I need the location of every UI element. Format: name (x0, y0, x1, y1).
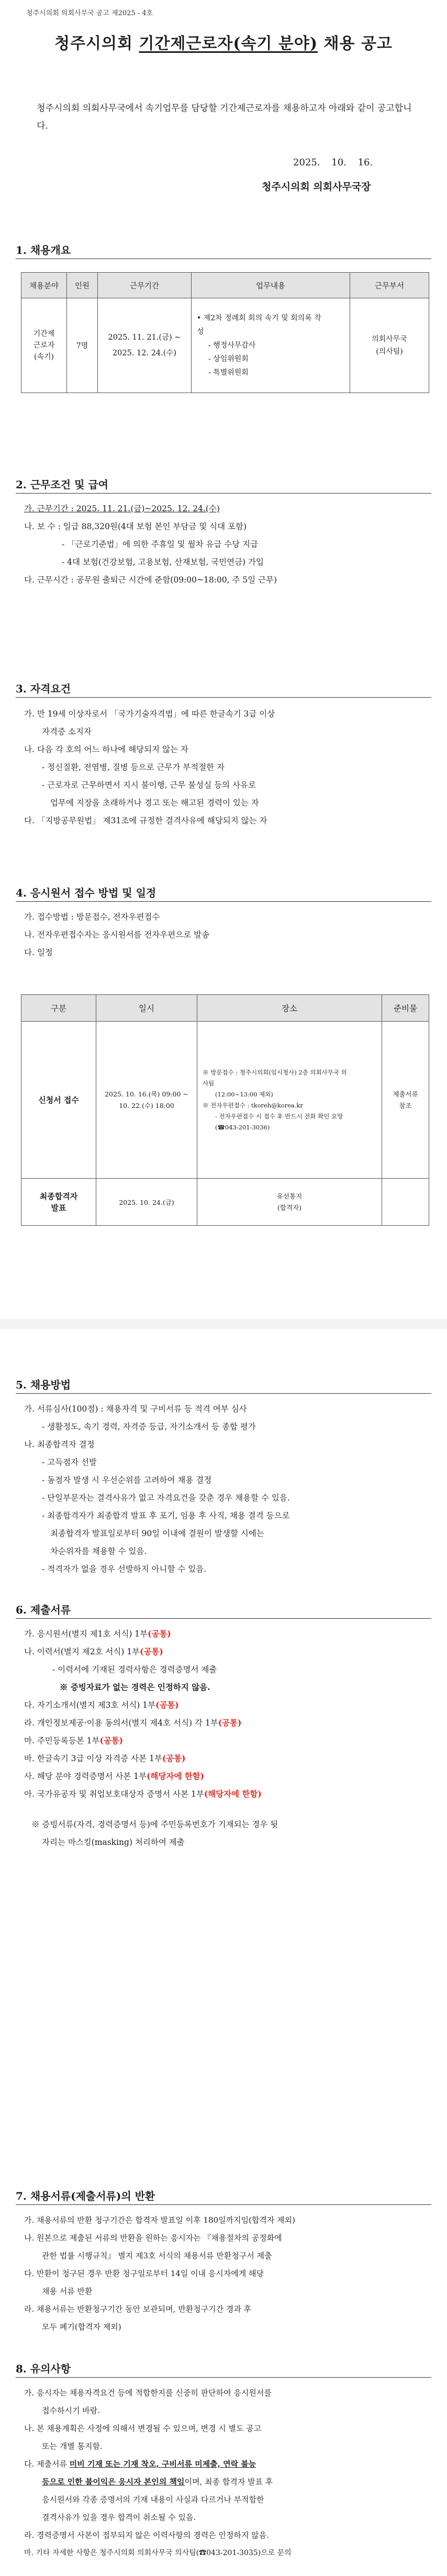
duty-item: - 행정사무감사 (208, 341, 256, 350)
section-2-line: 나. 보 수 : 일급 88,320원(4대 보험 본인 부담금 및 식대 포함) (24, 522, 247, 531)
work-period-line: 가. 근무기간 : 2025. 11. 21.(금)~2025. 12. 24.(수) (24, 504, 220, 513)
page-2 (0, 1329, 447, 2576)
table-header-cell: 채용분야 (21, 273, 67, 298)
table-row (21, 1179, 429, 1226)
document-name: 라. 개인정보제공·이용 동의서(별지 제4호 서식) 각 1부 (24, 1718, 218, 1728)
document-scope: (공통) (148, 1629, 171, 1639)
section-2-heading: 2. 근무조건 및 급여 (16, 478, 109, 491)
email-info: ※ 전자우편접수 : tkoreh@korea.kr (203, 1101, 303, 1109)
masking-note: 자리는 마스킹(masking) 처리하여 제출 (42, 1838, 185, 1847)
section-4-line: 가. 접수방법 : 방문접수, 전자우편접수 (24, 912, 160, 922)
document-note: - 이력서에 기재된 경력사항은 경력증명서 제출 (52, 1665, 217, 1674)
section-7-line: 가. 채용서류의 반환 청구기간은 합격자 발표일 이후 180일까지임(합격자 제외) (24, 2215, 295, 2225)
section-3-line: 가. 만 19세 이상자로서 「국가기술자격법」에 따른 한글속기 3급 이상 (24, 709, 275, 719)
prep-materials: 제출서류 참조 (382, 1022, 429, 1179)
duty-item: • 제2차 정례회 회의 속기 및 회의록 작성 (197, 314, 321, 336)
empty-cell (382, 1179, 429, 1226)
section-8-line (42, 2473, 273, 2490)
section-5-line: 차순위자를 채용할 수 있음. (50, 1547, 147, 1556)
announcement-method: 유선통지 (합격자) (197, 1179, 382, 1226)
document-item (24, 1643, 163, 1660)
section-2-line (24, 500, 220, 517)
application-period: 2025. 10. 16.(목) 09:00 ~ 10. 22.(수) 18:00 (96, 1022, 197, 1179)
section-8-line: 마. 기타 자세한 사항은 청주시의회 의회사무국 의사팀(☎043-201-3035)으로 문의 (24, 2549, 292, 2557)
section-4-heading: 4. 응시원서 접수 방법 및 일정 (16, 887, 157, 899)
duty-item: - 상임위원회 (208, 355, 249, 363)
section-divider (16, 493, 431, 494)
section-7-line: 관한 법률 시행규칙』 별지 제3호 서식의 채용서류 반환청구서 제출 (42, 2251, 272, 2260)
recruitment-overview-table (21, 272, 429, 393)
schedule-table (21, 994, 429, 1226)
document-item (24, 1786, 262, 1802)
table-row (21, 1022, 429, 1179)
document-name: 마. 주민등록등본 1부 (24, 1736, 100, 1745)
announcement-number: 청주시의회 의회사무국 공고 제2025 - 4호 (26, 9, 153, 17)
document-item (24, 1750, 185, 1767)
section-divider (16, 697, 431, 698)
issuing-organization: 청주시의회 의회사무국장 (262, 181, 371, 193)
row-label: 신청서 접수 (21, 1022, 96, 1179)
application-place (197, 1022, 382, 1179)
section-7-line: 라. 채용서류는 반환청구기간 동안 보관되며, 반환청구기간 경과 후 (24, 2304, 252, 2314)
document-scope: (공통) (218, 1718, 242, 1728)
section-3-line: 나. 다음 각 호의 어느 하나에 해당되지 않는 자 (24, 745, 188, 754)
document-item (24, 1768, 204, 1785)
section-8-line: 또는 개별 통지함. (42, 2441, 103, 2451)
document-scope: (공통) (99, 1735, 124, 1745)
document-name: 사. 해당 분야 경력증명서 사본 1부 (24, 1772, 147, 1781)
section-2-line: - 「근로기준법」에 의한 주휴일 및 월차 유급 수당 지급 (62, 540, 259, 549)
notice-emphasis: 등으로 인한 불이익은 응시자 본인의 책임 (42, 2477, 185, 2487)
section-8-line: 라. 경력증명서 사본이 접부되지 않은 이력사항의 경력은 인정하지 않음. (24, 2530, 269, 2540)
document-scope: (공통) (140, 1647, 163, 1656)
intro-paragraph: 청주시의회 의회사무국에서 속기업무를 담당할 기간제근로자를 채용하고자 아래와 같이 공고합니다. (37, 103, 412, 131)
table-header-cell: 근무부서 (350, 273, 429, 298)
section-4-line: 다. 일정 (24, 948, 53, 957)
document-scope: (공통) (162, 1753, 186, 1763)
table-header-cell: 업무내용 (192, 273, 350, 298)
section-5-line: - 적격자가 없을 경우 선발하지 아니할 수 있음. (42, 1564, 207, 1574)
section-7-line: 다. 반환이 청구된 경우 반환 청구일로부터 14일 이내 응시자에게 해당 (24, 2269, 264, 2278)
section-2-line: - 4대 보험(건강보험, 고용보험, 산재보험, 국민연금) 가입 (62, 557, 264, 567)
title-part-1: 청주시의회 (54, 35, 139, 53)
job-duties (192, 298, 350, 393)
section-5-heading: 5. 채용방법 (16, 1379, 71, 1391)
title-part-2: 채용 공고 (318, 35, 393, 53)
section-3-line: 업무에 지장을 초래하거나 경고 또는 해고된 경력이 있는 자 (50, 798, 259, 808)
masking-note: ※ 증빙서류(자격, 경력증명서 등)에 주민등록번호가 기재되는 경우 뒷 (31, 1820, 278, 1829)
duty-item: - 특별위원회 (208, 368, 249, 377)
document-name: 아. 국가유공자 및 취업보호대상자 증명서 사본 1부 (24, 1789, 204, 1799)
section-5-line: 나. 최종합격자 결정 (24, 1440, 95, 1449)
section-8-line: 응시원서와 각종 증명서의 기재 내용이 사실과 다르거나 부적합한 (42, 2495, 264, 2504)
notice-emphasis: 미비 기재 또는 기재 착오, 구비서류 미제출, 연락 불능 (69, 2459, 256, 2469)
row-label: 최종합격자 발표 (21, 1179, 96, 1226)
document-scope: (해당자에 한함) (204, 1789, 262, 1799)
section-divider (16, 1393, 431, 1394)
work-period: 2025. 11. 21.(금) ~ 2025. 12. 24.(수) (98, 298, 192, 393)
document-name: 가. 응시원서(별지 제1호 서식) 1부 (24, 1629, 148, 1639)
job-field: 기간제 근로자 (속기) (21, 298, 67, 393)
document-scope: (해당자에 한함) (147, 1771, 204, 1781)
section-3-line: - 정신질환, 전염병, 질병 등으로 근무가 부적절한 자 (42, 763, 225, 772)
visit-info: ※ 방문접수 : 청주시의회(임시청사) 2층 의회사무국 의사팀 (203, 1068, 347, 1087)
document-item (24, 1697, 179, 1713)
announcement-date: 2025. 10. 16. (293, 157, 373, 168)
section-3-heading: 3. 자격요건 (16, 682, 71, 695)
email-note: - 전자우편접수 시 접수 후 반드시 전화 확인 요망 (215, 1112, 343, 1120)
section-3-line: - 근로자로 근무하면서 지시 불이행, 근무 불성실 등의 사유로 (42, 780, 256, 790)
section-7-heading: 7. 채용서류(제출서류)의 반환 (16, 2190, 155, 2202)
table-header-cell: 인원 (67, 273, 98, 298)
phone-info: (☎043-201-3036) (215, 1123, 270, 1131)
document-scope: (공통) (155, 1700, 179, 1710)
section-2-line: 다. 근무시간 : 공무원 출퇴근 시간에 준함(09:00~18:00, 주 5일 근무) (24, 575, 277, 585)
page-title (0, 30, 447, 53)
section-8-line: 나. 본 채용계획은 사정에 의해서 변경될 수 있으며, 변경 시 별도 공고 (24, 2424, 262, 2433)
section-8-line: 결격사유가 있을 경우 합격이 취소될 수 있음. (42, 2513, 196, 2522)
table-header-row (21, 995, 429, 1022)
table-header-cell: 일시 (96, 995, 197, 1022)
section-8-heading: 8. 유의사항 (16, 2362, 71, 2375)
section-5-line: - 생활정도, 속기 경력, 자격증 등급, 자기소개서 등 종합 평가 (42, 1422, 256, 1431)
section-divider (16, 2204, 431, 2205)
section-divider (16, 1618, 431, 1619)
document-item (24, 1732, 123, 1749)
section-5-line: - 고득점자 선발 (42, 1458, 97, 1467)
table-header-cell: 구분 (21, 995, 96, 1022)
section-divider (16, 2377, 431, 2378)
document-item (24, 1626, 171, 1642)
section-8-line: 가. 응시자는 채용자격요건 등에 적합한지를 신중히 판단하여 응시원서를 (24, 2388, 272, 2398)
section-3-line: 다. 「지방공무원법」 제31조에 규정한 결격사유에 해당되지 않는 자 (24, 816, 267, 825)
section-7-line: 나. 원본으로 제출된 서류의 반환을 원하는 응시자는 『채용절차의 공정화에 (24, 2233, 282, 2243)
section-5-line: 가. 서류심사(100점) : 채용자격 및 구비서류 등 적격 여부 심사 (24, 1404, 247, 1414)
title-underlined: 기간제근로자(속기 분야) (139, 35, 318, 53)
document-name: 바. 한글속기 3급 이상 자격증 사본 1부 (24, 1754, 162, 1763)
section-5-line: - 동점자 발생 시 우선순위를 고려하여 채용 결정 (42, 1475, 212, 1485)
document-item (24, 1715, 241, 1731)
notice-text: 다. 제출서류 (24, 2459, 70, 2469)
document-name: 다. 자기소개서(별지 제3호 서식) 1부 (24, 1700, 156, 1710)
department: 의회사무국 (의사팀) (350, 298, 429, 393)
announcement-date-cell: 2025. 10. 24.(금) (96, 1179, 197, 1226)
section-7-line: 채용 서류 반환 (42, 2287, 93, 2296)
section-divider (16, 901, 431, 902)
section-5-line: - 단일부문자는 결격사유가 없고 자격요건을 갖춘 경우 채용할 수 있음. (42, 1493, 290, 1503)
document-note-bold: ※ 증빙자료가 없는 경력은 인정하지 않음. (60, 1682, 210, 1692)
document-name: 나. 이력서(별지 제2호 서식) 1부 (24, 1647, 140, 1656)
section-1-heading: 1. 채용개요 (16, 244, 71, 256)
table-header-cell: 장소 (197, 995, 382, 1022)
section-6-heading: 6. 제출서류 (16, 1604, 71, 1616)
section-8-line: 접수하시기 바람. (42, 2406, 100, 2415)
table-header-row (21, 273, 429, 298)
section-7-line: 모두 폐기(합격자 제외) (42, 2322, 121, 2332)
section-3-line: 자격증 소지자 (42, 727, 92, 736)
notice-text: 이며, 최종 합격자 발표 후 (184, 2477, 273, 2487)
section-8-line (24, 2456, 256, 2472)
table-header-cell: 근무기간 (98, 273, 192, 298)
headcount: 7명 (67, 298, 98, 393)
section-4-line: 나. 전자우편접수자는 응시원서를 전자우편으로 발송 (24, 930, 210, 939)
table-header-cell: 준비물 (382, 995, 429, 1022)
section-5-line: - 최종합격자가 최종합격 발표 후 포기, 임용 후 사직, 채용 결격 등으로 (42, 1511, 290, 1520)
table-row (21, 298, 429, 393)
section-5-line: 최종합격자 발표일로부터 90일 이내에 결원이 발생할 시에는 (50, 1529, 264, 1538)
visit-time: (12:00~13:00 제외) (215, 1090, 273, 1098)
